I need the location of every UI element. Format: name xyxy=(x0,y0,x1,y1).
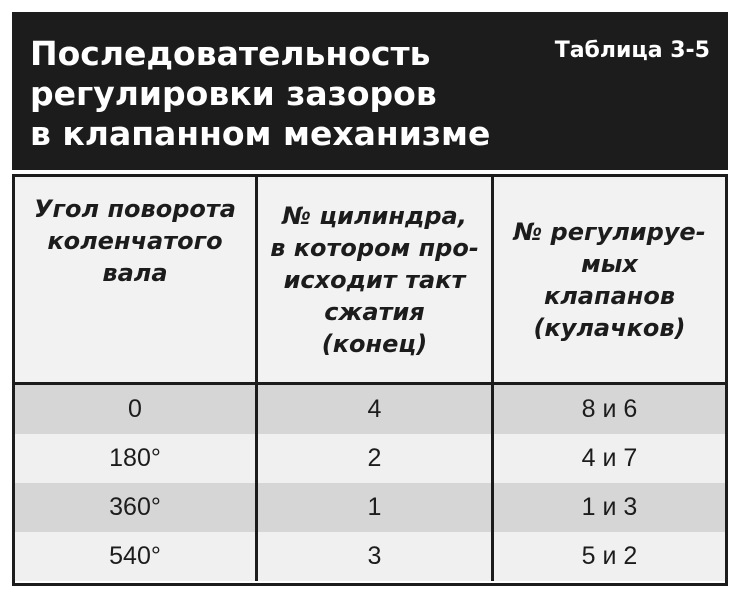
valves-cell: 8 и 6 xyxy=(491,385,725,434)
header-line: клапанов xyxy=(543,281,676,310)
crank-angle-cell: 0 xyxy=(128,395,142,423)
data-table xyxy=(12,174,728,586)
title-line: Последовательность xyxy=(30,34,431,73)
cylinder-cell: 2 xyxy=(255,434,491,483)
crank-angle-cell: 180° xyxy=(109,444,161,472)
table-title xyxy=(30,34,530,154)
column-header-crank-angle xyxy=(15,177,255,382)
header-line: (кулачков) xyxy=(533,313,686,342)
header-line: сжатия xyxy=(324,297,425,326)
crank-angle-cell: 540° xyxy=(109,542,161,570)
column-header-valves xyxy=(491,177,725,382)
table-header-row xyxy=(15,177,725,385)
table-header-banner xyxy=(12,12,728,170)
table-body xyxy=(15,385,725,583)
cylinder-cell: 3 xyxy=(255,532,491,581)
crank-angle-cell: 360° xyxy=(109,493,161,521)
table-row xyxy=(15,385,725,434)
header-line: мых xyxy=(581,249,638,278)
header-line: вала xyxy=(102,259,168,287)
cylinder-cell: 4 xyxy=(255,385,491,434)
valves-cell: 5 и 2 xyxy=(491,532,725,581)
header-line: в котором про- xyxy=(270,233,479,262)
header-line: исходит такт xyxy=(283,265,466,294)
title-line: в клапанном механизме xyxy=(30,114,491,153)
table-row xyxy=(15,532,725,581)
header-line: Угол поворота xyxy=(34,195,236,223)
table-number: Таблица 3-5 xyxy=(554,38,710,63)
cylinder-cell: 1 xyxy=(255,483,491,532)
table-row xyxy=(15,434,725,483)
table-row xyxy=(15,483,725,532)
title-line: регулировки зазоров xyxy=(30,74,437,113)
header-line: № цилиндра, xyxy=(282,201,467,230)
column-header-cylinder xyxy=(255,177,491,382)
header-line: № регулируе- xyxy=(513,217,706,246)
header-line: коленчатого xyxy=(47,227,223,255)
valves-cell: 4 и 7 xyxy=(491,434,725,483)
valves-cell: 1 и 3 xyxy=(491,483,725,532)
header-line: (конец) xyxy=(321,329,428,358)
